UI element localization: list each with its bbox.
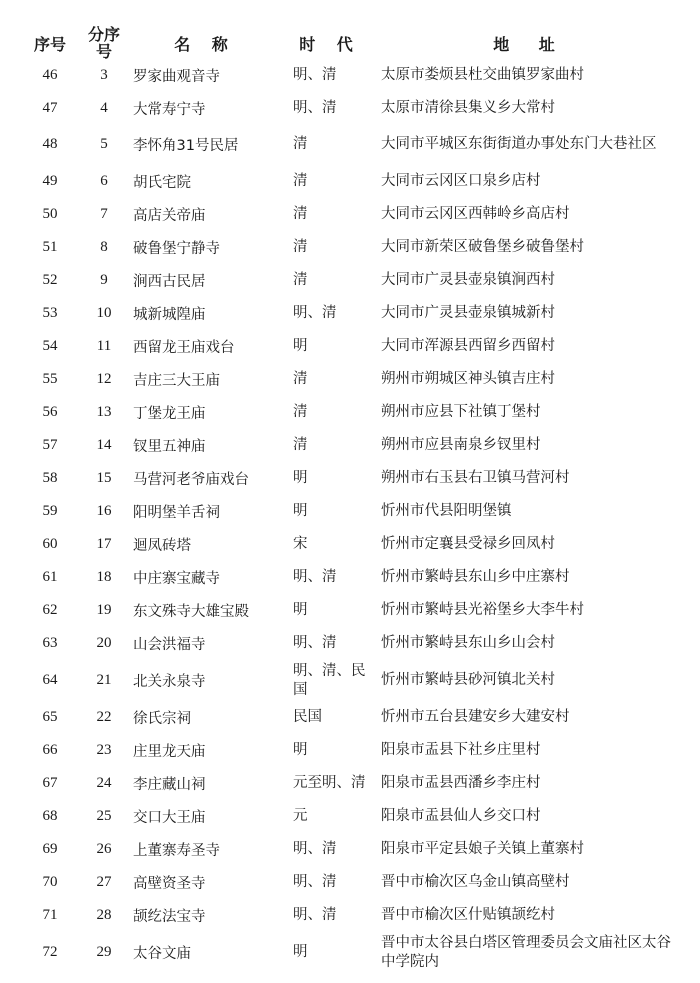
- row-sub-serial-number: 5: [100, 136, 108, 152]
- row-serial-number: 65: [42, 709, 58, 725]
- header-serial-number: 序号: [33, 34, 66, 54]
- row-era: 民国: [293, 709, 322, 725]
- row-site-name: 徐氏宗祠: [133, 711, 191, 727]
- row-sub-serial-number: 25: [96, 808, 112, 824]
- row-address: 大同市广灵县壶泉镇城新村: [381, 305, 555, 321]
- row-address: 阳泉市盂县西潘乡李庄村: [381, 775, 541, 791]
- table-row: [0, 363, 700, 396]
- row-site-name: 李庄藏山祠: [133, 777, 206, 793]
- row-sub-serial-number: 9: [100, 272, 108, 288]
- row-serial-number: 61: [42, 569, 58, 585]
- row-site-name: 东文殊寺大雄宝殿: [133, 604, 249, 620]
- row-address: 忻州市定襄县受禄乡回凤村: [381, 536, 555, 552]
- row-era: 宋: [293, 536, 308, 552]
- row-address: 太原市娄烦县杜交曲镇罗家曲村: [381, 66, 584, 83]
- row-address: 阳泉市盂县下社乡庄里村: [381, 742, 541, 758]
- row-site-name: 高店关帝庙: [133, 208, 206, 224]
- row-era: 清: [293, 437, 308, 453]
- row-site-name: 吉庄三大王庙: [133, 373, 220, 389]
- row-era: 明、清: [293, 66, 337, 83]
- row-site-name: 大常寿宁寺: [133, 101, 206, 118]
- row-sub-serial-number: 28: [96, 907, 112, 923]
- row-serial-number: 60: [42, 536, 58, 552]
- row-serial-number: 48: [42, 136, 58, 152]
- table-row: [0, 231, 700, 264]
- row-site-name: 马营河老爷庙戏台: [133, 472, 249, 488]
- row-address: 大同市广灵县壶泉镇涧西村: [381, 272, 555, 288]
- row-serial-number: 50: [42, 206, 58, 222]
- row-address: 晋中市榆次区什贴镇颉纥村: [381, 907, 555, 923]
- row-serial-number: 67: [42, 775, 58, 791]
- row-address: 朔州市朔城区神头镇吉庄村: [381, 371, 555, 387]
- table-row: [0, 429, 700, 462]
- table-row: [0, 165, 700, 198]
- table-row: [0, 297, 700, 330]
- row-sub-serial-number: 10: [96, 305, 112, 321]
- table-row: [0, 594, 700, 627]
- table-row: [0, 330, 700, 363]
- row-address: 大同市浑源县西留乡西留村: [381, 338, 555, 354]
- row-address: 阳泉市盂县仙人乡交口村: [381, 808, 541, 824]
- row-sub-serial-number: 11: [96, 338, 112, 354]
- row-serial-number: 68: [42, 808, 58, 824]
- row-era: 清: [293, 404, 308, 420]
- row-sub-serial-number: 22: [96, 709, 112, 725]
- row-site-name: 山会洪福寺: [133, 637, 206, 653]
- table-row: [0, 833, 700, 866]
- row-sub-serial-number: 21: [96, 672, 112, 688]
- table-row: [0, 462, 700, 495]
- table-row: [0, 198, 700, 231]
- table-row: [0, 932, 700, 973]
- row-sub-serial-number: 13: [96, 404, 112, 420]
- row-era: 清: [293, 136, 308, 152]
- row-era: 明、清: [293, 874, 337, 890]
- row-serial-number: 63: [42, 635, 58, 651]
- row-era: 明、清: [293, 635, 337, 651]
- row-sub-serial-number: 15: [96, 470, 112, 486]
- table-row: [0, 58, 700, 92]
- row-era: 明、清: [293, 907, 337, 923]
- row-address: 阳泉市平定县娘子关镇上董寨村: [381, 841, 584, 857]
- row-era: 清: [293, 371, 308, 387]
- row-era: 明、清: [293, 841, 337, 857]
- row-sub-serial-number: 18: [96, 569, 112, 585]
- row-era: 清: [293, 206, 308, 222]
- row-era: 明、清: [293, 569, 337, 585]
- row-sub-serial-number: 29: [96, 944, 112, 960]
- row-era: 明: [293, 742, 308, 758]
- table-row: [0, 767, 700, 800]
- row-site-name: 破鲁堡宁静寺: [133, 241, 220, 257]
- row-address: 忻州市五台县建安乡大建安村: [381, 709, 570, 725]
- row-address: 太原市清徐县集义乡大常村: [381, 99, 555, 116]
- row-address: 大同市新荣区破鲁堡乡破鲁堡村: [381, 239, 584, 255]
- row-era: 明、清: [293, 305, 337, 321]
- row-address: 忻州市代县阳明堡镇: [381, 503, 512, 519]
- row-sub-serial-number: 17: [96, 536, 112, 552]
- table-row: [0, 660, 700, 701]
- table-row: [0, 396, 700, 429]
- row-era: 明、清: [293, 99, 337, 116]
- row-serial-number: 72: [42, 944, 58, 960]
- row-era: 明: [293, 470, 308, 486]
- row-sub-serial-number: 27: [96, 874, 112, 890]
- row-address: 大同市云冈区口泉乡店村: [381, 173, 541, 189]
- header-name: 名 称: [174, 34, 236, 54]
- row-era: 明: [293, 602, 308, 618]
- row-sub-serial-number: 19: [96, 602, 112, 618]
- table-row: [0, 899, 700, 932]
- row-site-name: 北关永泉寺: [133, 674, 206, 690]
- row-address: 晋中市太谷县白塔区管理委员会文庙社区太谷中学院内: [381, 934, 671, 970]
- table-row: [0, 800, 700, 833]
- row-sub-serial-number: 26: [96, 841, 112, 857]
- row-site-name: 西留龙王庙戏台: [133, 340, 235, 356]
- table-row: [0, 495, 700, 528]
- row-site-name: 钗里五神庙: [133, 439, 206, 455]
- row-sub-serial-number: 8: [100, 239, 108, 255]
- row-serial-number: 55: [42, 371, 58, 387]
- row-serial-number: 54: [42, 338, 58, 354]
- table-row: [0, 866, 700, 899]
- row-serial-number: 57: [42, 437, 58, 453]
- row-sub-serial-number: 12: [96, 371, 112, 387]
- row-era: 元: [293, 808, 308, 824]
- row-site-name: 李怀角31号民居: [133, 138, 239, 154]
- row-site-name: 庄里龙天庙: [133, 744, 206, 760]
- row-site-name: 迴凤砖塔: [133, 538, 191, 554]
- row-site-name: 阳明堡羊舌祠: [133, 505, 220, 521]
- row-serial-number: 46: [42, 66, 58, 83]
- row-serial-number: 66: [42, 742, 58, 758]
- row-serial-number: 64: [42, 672, 58, 688]
- header-era: 时 代: [299, 34, 361, 54]
- row-site-name: 丁堡龙王庙: [133, 406, 206, 422]
- row-site-name: 交口大王庙: [133, 810, 206, 826]
- table-row: [0, 561, 700, 594]
- row-serial-number: 53: [42, 305, 58, 321]
- row-serial-number: 71: [42, 907, 58, 923]
- table-row: [0, 528, 700, 561]
- row-site-name: 涧西古民居: [133, 274, 206, 290]
- row-era: 明、清、民国: [293, 662, 366, 698]
- row-sub-serial-number: 4: [100, 99, 108, 116]
- row-era: 清: [293, 239, 308, 255]
- row-serial-number: 59: [42, 503, 58, 519]
- table-row: [0, 701, 700, 734]
- row-site-name: 颉纥法宝寺: [133, 909, 206, 925]
- row-serial-number: 49: [42, 173, 58, 189]
- row-serial-number: 58: [42, 470, 58, 486]
- row-era: 清: [293, 173, 308, 189]
- row-sub-serial-number: 6: [100, 173, 108, 189]
- table-row: [0, 124, 700, 165]
- row-era: 清: [293, 272, 308, 288]
- row-serial-number: 51: [42, 239, 58, 255]
- row-sub-serial-number: 20: [96, 635, 112, 651]
- header-sub-serial-number: 分序号: [87, 25, 120, 61]
- row-sub-serial-number: 14: [96, 437, 112, 453]
- row-site-name: 罗家曲观音寺: [133, 68, 220, 85]
- row-address: 晋中市榆次区乌金山镇高壁村: [381, 874, 570, 890]
- row-serial-number: 47: [42, 99, 58, 116]
- row-site-name: 城新城隍庙: [133, 307, 206, 323]
- row-address: 忻州市繁峙县光裕堡乡大李牛村: [381, 602, 584, 618]
- row-site-name: 胡氏宅院: [133, 175, 191, 191]
- row-sub-serial-number: 16: [96, 503, 112, 519]
- row-sub-serial-number: 23: [96, 742, 112, 758]
- row-site-name: 中庄寨宝藏寺: [133, 571, 220, 587]
- row-sub-serial-number: 24: [96, 775, 112, 791]
- row-address: 忻州市繁峙县砂河镇北关村: [381, 672, 555, 688]
- table-row: [0, 264, 700, 297]
- row-serial-number: 62: [42, 602, 58, 618]
- row-address: 大同市平城区东街街道办事处东门大巷社区: [381, 136, 657, 152]
- row-serial-number: 69: [42, 841, 58, 857]
- row-era: 明: [293, 503, 308, 519]
- row-site-name: 上董寨寿圣寺: [133, 843, 220, 859]
- row-serial-number: 70: [42, 874, 58, 890]
- header-address: 地 址: [493, 34, 567, 54]
- row-address: 朔州市应县下社镇丁堡村: [381, 404, 541, 420]
- row-address: 大同市云冈区西韩岭乡高店村: [381, 206, 570, 222]
- row-address: 朔州市右玉县右卫镇马营河村: [381, 470, 570, 486]
- row-site-name: 太谷文庙: [133, 946, 191, 962]
- table-row: [0, 734, 700, 767]
- row-era: 元至明、清: [293, 775, 366, 791]
- row-serial-number: 52: [42, 272, 58, 288]
- table-row: [0, 627, 700, 660]
- row-address: 忻州市繁峙县东山乡中庄寨村: [381, 569, 570, 585]
- row-era: 明: [293, 338, 308, 354]
- row-address: 朔州市应县南泉乡钗里村: [381, 437, 541, 453]
- row-site-name: 高壁资圣寺: [133, 876, 206, 892]
- row-sub-serial-number: 7: [100, 206, 108, 222]
- row-sub-serial-number: 3: [100, 66, 108, 83]
- row-era: 明: [293, 944, 308, 960]
- row-serial-number: 56: [42, 404, 58, 420]
- row-address: 忻州市繁峙县东山乡山会村: [381, 635, 555, 651]
- table-row: [0, 91, 700, 125]
